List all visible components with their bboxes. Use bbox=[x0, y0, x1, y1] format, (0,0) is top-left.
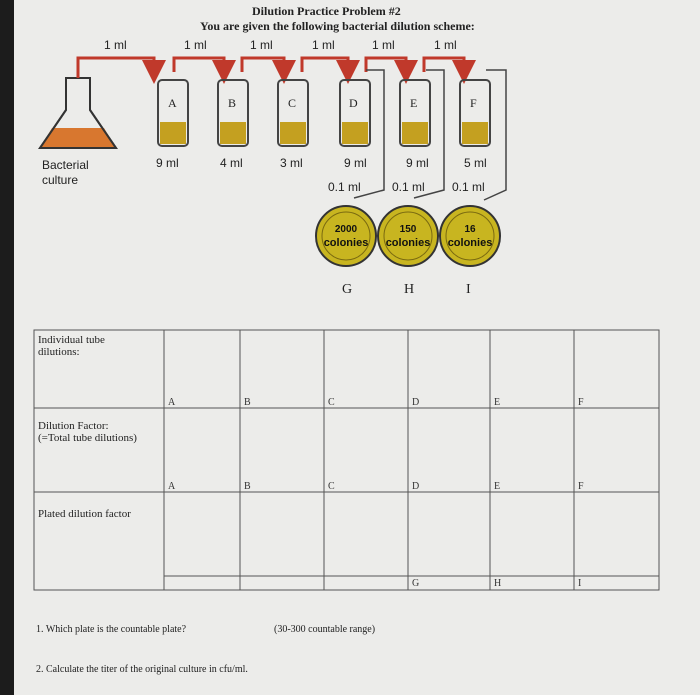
culture-flask bbox=[40, 78, 116, 148]
tube-c-letter: C bbox=[288, 96, 297, 110]
row2-cell-a: A bbox=[168, 481, 176, 492]
transfer-label-6: 1 ml bbox=[434, 38, 457, 52]
row-label-individual-line2: dilutions: bbox=[38, 346, 80, 358]
plate-i bbox=[440, 206, 500, 266]
plated-volume-2: 0.1 ml bbox=[392, 180, 425, 194]
tube-a-letter: A bbox=[168, 96, 177, 110]
plate-h bbox=[378, 206, 438, 266]
transfer-label-1: 1 ml bbox=[104, 38, 127, 52]
tube-b-volume: 4 ml bbox=[220, 156, 243, 170]
row3-cell-i: I bbox=[578, 578, 582, 589]
row1-cell-f: F bbox=[578, 397, 584, 408]
transfer-label-5: 1 ml bbox=[372, 38, 395, 52]
plate-g-unit: colonies bbox=[323, 237, 369, 249]
row-label-individual-line1: Individual tube bbox=[38, 334, 105, 346]
tube-c-volume: 3 ml bbox=[280, 156, 303, 170]
tube-a bbox=[158, 80, 188, 146]
transfer-arrows bbox=[78, 58, 464, 78]
row1-cell-d: D bbox=[412, 397, 420, 408]
row1-cell-a: A bbox=[168, 397, 176, 408]
tube-a-volume: 9 ml bbox=[156, 156, 179, 170]
row2-cell-b: B bbox=[244, 481, 251, 492]
tube-f-volume: 5 ml bbox=[464, 156, 487, 170]
row-label-plated bbox=[38, 508, 131, 520]
row2-cell-f: F bbox=[578, 481, 584, 492]
tube-e-letter: E bbox=[410, 96, 418, 110]
dilution-table bbox=[14, 320, 700, 592]
tube-d bbox=[340, 80, 370, 146]
tube-d-volume: 9 ml bbox=[344, 156, 367, 170]
tube-f-letter: F bbox=[470, 96, 477, 110]
transfer-label-4: 1 ml bbox=[312, 38, 335, 52]
plate-g-count: 2000 bbox=[334, 224, 358, 235]
tube-c bbox=[278, 80, 308, 146]
question-1: 1. Which plate is the countable plate? bbox=[36, 624, 187, 635]
tube-b bbox=[218, 80, 248, 146]
plate-h-unit: colonies bbox=[385, 237, 431, 249]
row1-cell-e: E bbox=[494, 397, 501, 408]
page-subtitle: You are given the following bacterial dilution scheme: bbox=[200, 19, 475, 33]
plate-i-letter: I bbox=[466, 282, 471, 297]
row3-cell-g: G bbox=[412, 578, 420, 589]
plate-i-unit: colonies bbox=[447, 237, 493, 249]
row1-cell-b: B bbox=[244, 397, 251, 408]
row2-cell-c: C bbox=[328, 481, 335, 492]
row-label-dilution-factor-line1: Dilution Factor: bbox=[38, 420, 109, 432]
row3-cell-h: H bbox=[494, 578, 502, 589]
plated-volume-3: 0.1 ml bbox=[452, 180, 485, 194]
row-label-individual bbox=[38, 334, 105, 358]
tube-e bbox=[400, 80, 430, 146]
row-label-plated-line1: Plated dilution factor bbox=[38, 508, 131, 520]
plate-h-letter: H bbox=[404, 282, 415, 297]
page-title: Dilution Practice Problem #2 bbox=[252, 4, 401, 18]
transfer-label-3: 1 ml bbox=[250, 38, 273, 52]
row-label-dilution-factor bbox=[38, 420, 137, 444]
transfer-label-2: 1 ml bbox=[184, 38, 207, 52]
plate-g bbox=[316, 206, 376, 266]
tube-e-volume: 9 ml bbox=[406, 156, 429, 170]
question-2: 2. Calculate the titer of the original culture in cfu/ml. bbox=[36, 664, 248, 675]
row1-cell-c: C bbox=[328, 397, 335, 408]
plated-volume-1: 0.1 ml bbox=[328, 180, 361, 194]
tube-f bbox=[460, 80, 490, 146]
flask-label: Bacterial culture bbox=[42, 158, 89, 187]
row2-cell-d: D bbox=[412, 481, 420, 492]
worksheet bbox=[14, 0, 700, 695]
question-1-note: (30-300 countable range) bbox=[274, 624, 376, 635]
tube-b-letter: B bbox=[228, 96, 237, 110]
plate-i-count: 16 bbox=[464, 224, 476, 235]
plate-h-count: 150 bbox=[399, 224, 417, 235]
row2-cell-e: E bbox=[494, 481, 501, 492]
row-label-dilution-factor-line2: (=Total tube dilutions) bbox=[38, 432, 137, 444]
plate-g-letter: G bbox=[342, 282, 353, 297]
tube-d-letter: D bbox=[349, 96, 358, 110]
